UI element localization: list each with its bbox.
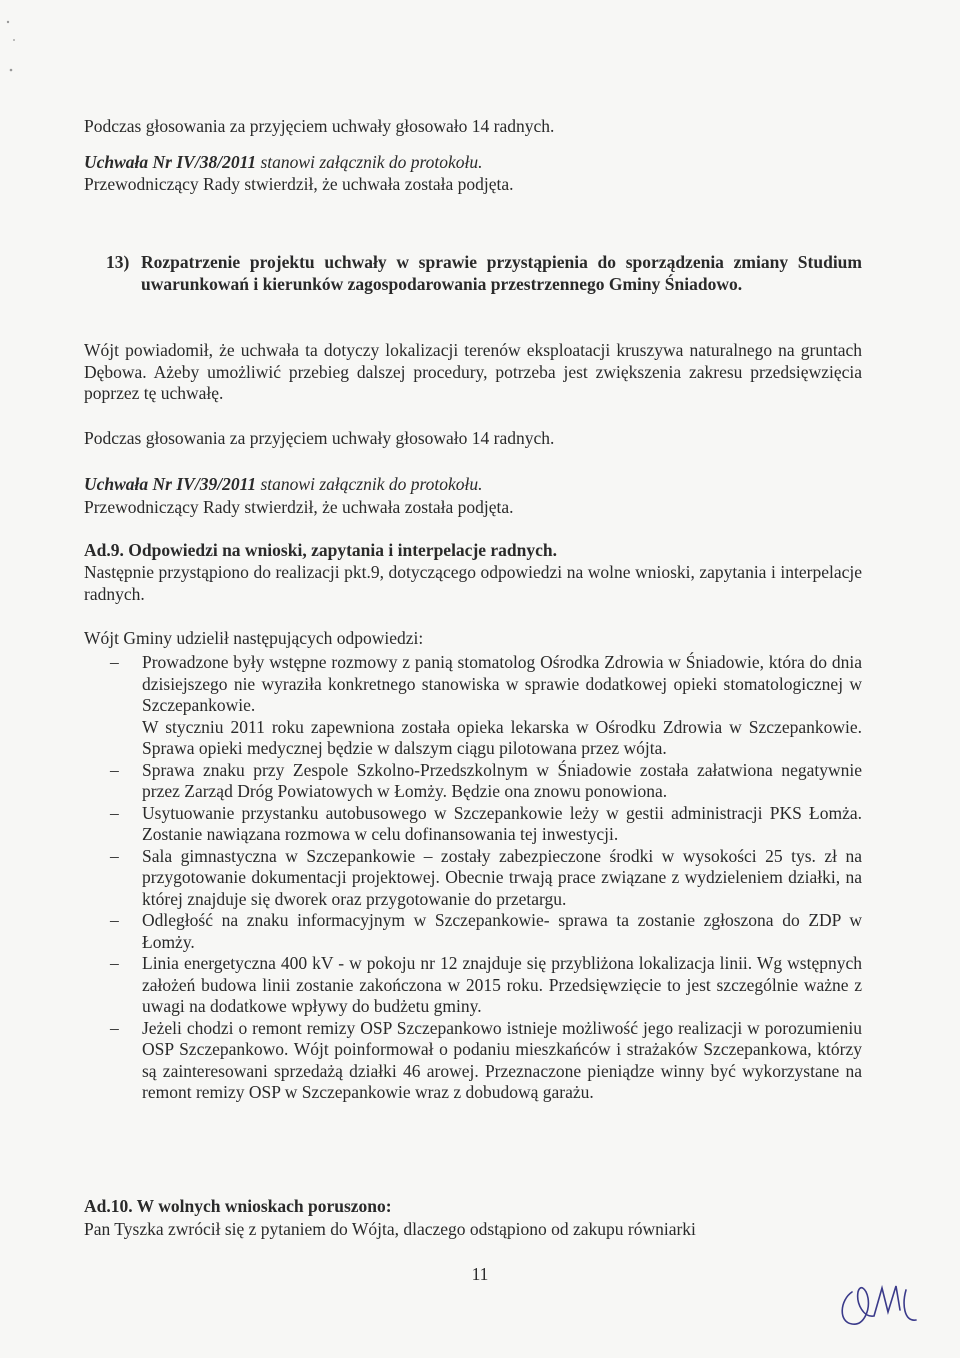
page-number: 11 xyxy=(471,1264,489,1284)
resolution-note-38 xyxy=(84,152,862,174)
list-item-text: Odległość na znaku informacyjnym w Szczepankowie- sprawa ta zostanie zgłoszona do ZDP w Łomży. xyxy=(142,910,862,952)
dash-bullet: – xyxy=(110,802,119,823)
resolution-rest-38: stanowi załącznik do protokołu. xyxy=(256,152,483,172)
list-item xyxy=(110,846,862,911)
list-item-text-continued: W styczniu 2011 roku zapewniona została opieka lekarska w Ośrodku Zdrowia w Szczepankowie. Sprawa opieki medycznej będzie w dalszym ciągu pilotowana przez wójta. xyxy=(142,716,862,758)
list-item xyxy=(110,1018,862,1104)
resolution-number-38: Uchwała Nr IV/38/2011 xyxy=(84,152,257,172)
dash-bullet: – xyxy=(110,953,119,973)
answers-list xyxy=(110,652,862,1104)
paragraph-resolution-adopted-1: Przewodniczący Rady stwierdził, że uchwała została podjęta. xyxy=(84,174,514,194)
resolution-rest-39: stanowi załącznik do protokołu. xyxy=(256,474,483,494)
list-item xyxy=(110,910,862,953)
section-text-ad10: Pan Tyszka zwrócił się z pytaniem do Wójta, dlaczego odstąpiono od zakupu równiarki xyxy=(84,1219,696,1239)
list-item-text: Usytuowanie przystanku autobusowego w Szczepankowie leży w gestii administracji PKS Łomża. Zostanie nawiązana rozmowa w celu dofinansowania tej inwestycji. xyxy=(142,802,862,844)
list-item-text: Sala gimnastyczna w Szczepankowie – zostały zabezpieczone środki w wysokości 25 tys. zł na przygotowanie dokumentacji projektowej. Obecnie trwają prace związane z wydzieleniem działki, na której znajduje się dworek oraz przygotowanie do przetargu. xyxy=(142,845,862,909)
handwritten-initials xyxy=(830,1270,930,1330)
list-item-text: Prowadzone były wstępne rozmowy z panią stomatolog Ośrodka Zdrowia w Śniadowie, która do dnia dzisiejszego nie wyraziła konkretnego stanowiska w sprawie dodatkowej opieki stomatologicznej w Szczepankowie. xyxy=(142,652,862,715)
section-heading-ad10: Ad.10. W wolnych wnioskach poruszono: xyxy=(84,1196,392,1216)
section-text-ad9: Następnie przystąpiono do realizacji pkt.9, dotyczącego odpowiedzi na wolne wnioski, zapytania i interpelacje radnych. xyxy=(84,562,862,604)
dash-bullet: – xyxy=(110,652,119,672)
paragraph-resolution-adopted-2: Przewodniczący Rady stwierdził, że uchwała została podjęta. xyxy=(84,497,514,517)
agenda-item-title: Rozpatrzenie projektu uchwały w sprawie przystąpienia do sporządzenia zmiany Studium uwarunkowań i kierunków zagospodarowania przestrzennego Gminy Śniadowo. xyxy=(141,252,862,294)
list-item-text: Linia energetyczna 400 kV - w pokoju nr 12 znajduje się przybliżona lokalizacja linii. Wg wstępnych założeń budowa linii zostanie zakończona w 2015 roku. Przedsięwzięcie to jest szczególnie ważne z uwagi na dodatkowe wpływy do budżetu gminy. xyxy=(142,953,862,1016)
dash-bullet: – xyxy=(110,1017,119,1038)
list-item xyxy=(110,803,862,846)
resolution-number-39: Uchwała Nr IV/39/2011 xyxy=(84,474,257,494)
list-item xyxy=(110,953,862,1018)
dash-bullet: – xyxy=(110,845,119,866)
agenda-item-number: 13) xyxy=(106,252,130,272)
resolution-note-39 xyxy=(84,474,862,496)
paragraph-vote-count-1: Podczas głosowania za przyjęciem uchwały głosowało 14 radnych. xyxy=(84,116,555,136)
list-item xyxy=(110,760,862,803)
list-item-text: Sprawa znaku przy Zespole Szkolno-Przedszkolnym w Śniadowie została załatwiona negatywnie przez Zarząd Dróg Powiatowych w Łomży. Będzie ona znowu ponowiona. xyxy=(142,759,862,801)
dash-bullet: – xyxy=(110,759,119,780)
scan-specks xyxy=(0,0,960,90)
agenda-item-13 xyxy=(106,252,862,295)
list-item xyxy=(110,652,862,760)
dash-bullet: – xyxy=(110,910,119,930)
section-heading-ad9: Ad.9. Odpowiedzi na wnioski, zapytania i interpelacje radnych. xyxy=(84,540,558,560)
paragraph-wojt-answers: Wójt Gminy udzielił następujących odpowiedzi: xyxy=(84,628,424,648)
paragraph-wojt-info: Wójt powiadomił, że uchwała ta dotyczy lokalizacji terenów eksploatacji kruszywa naturalnego na gruntach Dębowa. Ażeby umożliwić przebieg dalszej procedury, potrzeba jest zwiększenia zakresu przedsięwzięcia poprzez tę uchwałę. xyxy=(84,340,862,403)
list-item-text: Jeżeli chodzi o remont remizy OSP Szczepankowo istnieje możliwość jego realizacji w porozumieniu OSP Szczepankowo. Wójt poinformował o podaniu mieszkańców i strażaków Szczepankowa, którzy są zainteresowani sprzedażą działki 46 arowej. Przeznaczone pieniądze winny być wykorzystane na remont remizy OSP w Szczepankowie wraz z dobudową garażu. xyxy=(142,1017,862,1102)
paragraph-vote-count-2: Podczas głosowania za przyjęciem uchwały głosowało 14 radnych. xyxy=(84,428,555,448)
